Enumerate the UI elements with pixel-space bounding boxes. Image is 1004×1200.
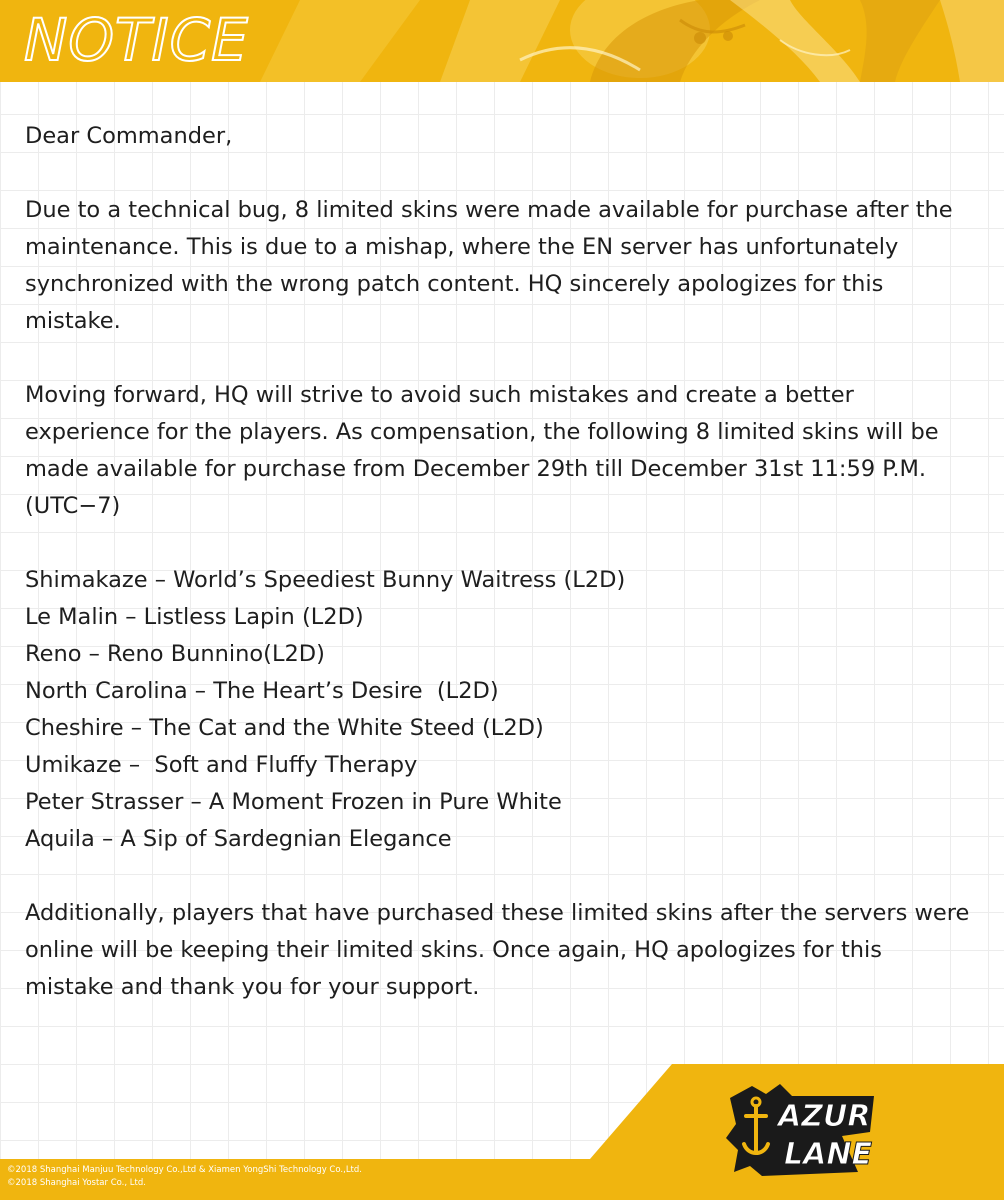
skin-list-item: Peter Strasser – A Moment Frozen in Pure White	[25, 789, 562, 815]
skin-list-item: Reno – Reno Bunnino(L2D)	[25, 641, 325, 667]
skin-list-item: North Carolina – The Heart’s Desire (L2D)	[25, 678, 499, 704]
skin-list-item: Cheshire – The Cat and the White Steed (L2D)	[25, 715, 544, 741]
copyright-line: ©2018 Shanghai Manjuu Technology Co.,Ltd & Xiamen YongShi Technology Co.,Ltd.	[7, 1165, 362, 1175]
notice-header	[0, 0, 1004, 82]
paragraph-compensation: Moving forward, HQ will strive to avoid such mistakes and create a better experience for the players. As compensation, the following 8 limited skins will be made available for purchase from December 29th till December 31st 11:59 P.M. (UTC−7)	[25, 382, 939, 519]
notice-footer	[0, 1064, 1004, 1200]
azur-lane-logo	[722, 1080, 882, 1180]
skin-list-item: Shimakaze – World’s Speediest Bunny Waitress (L2D)	[25, 567, 626, 593]
logo-wordmark-top: AZUR	[778, 1099, 871, 1134]
skin-list-item: Umikaze – Soft and Fluffy Therapy	[25, 752, 418, 778]
greeting: Dear Commander,	[25, 123, 233, 149]
page-title: NOTICE	[24, 6, 249, 74]
paragraph-closing: Additionally, players that have purchased these limited skins after the servers were online will be keeping their limited skins. Once again, HQ apologizes for this mistake and thank you for your support.	[25, 900, 970, 1000]
skin-list	[25, 562, 975, 858]
copyright-line: ©2018 Shanghai Yostar Co., Ltd.	[7, 1178, 146, 1188]
paragraph-technical-bug: Due to a technical bug, 8 limited skins were made available for purchase after the maintenance. This is due to a mishap, where the EN server has unfortunately synchronized with the wrong patch content. HQ sincerely apologizes for this mistake.	[25, 197, 953, 334]
logo-wordmark-bottom: LANE	[784, 1137, 872, 1172]
notice-body	[25, 118, 975, 1043]
skin-list-item: Le Malin – Listless Lapin (L2D)	[25, 604, 364, 630]
skin-list-item: Aquila – A Sip of Sardegnian Elegance	[25, 826, 452, 852]
